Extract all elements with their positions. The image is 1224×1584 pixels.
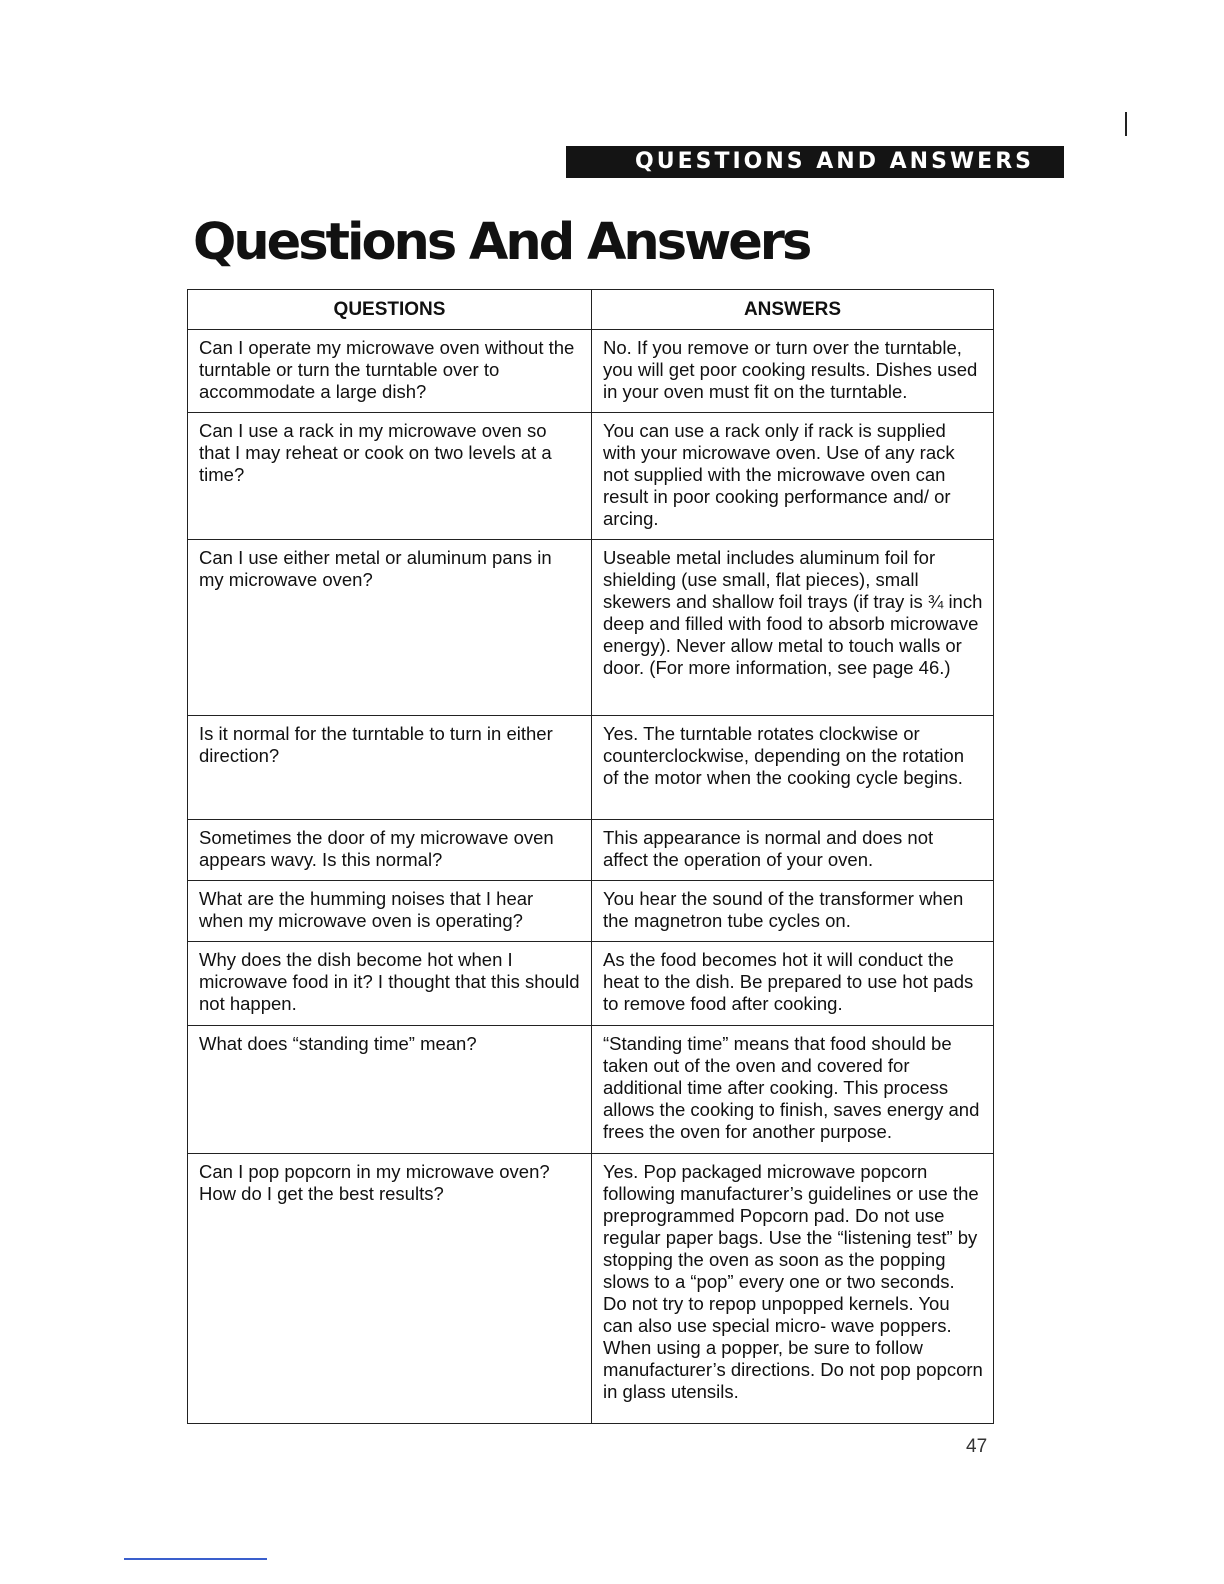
footer-rule: [124, 1558, 267, 1560]
table-row: [188, 881, 994, 942]
table-row: [188, 540, 994, 716]
question-cell: Sometimes the door of my microwave oven appears wavy. Is this normal?: [188, 820, 592, 881]
margin-mark: [1125, 112, 1127, 136]
table-row: [188, 330, 994, 413]
answer-cell: This appearance is normal and does not affect the operation of your oven.: [592, 820, 994, 881]
page-number: 47: [966, 1436, 988, 1457]
answer-cell: As the food becomes hot it will conduct the heat to the dish. Be prepared to use hot pads to remove food after cooking.: [592, 942, 994, 1026]
table-row: [188, 1026, 994, 1154]
answer-cell: No. If you remove or turn over the turntable, you will get poor cooking results. Dishes used in your oven must fit on the turntable.: [592, 330, 994, 413]
question-cell: Can I use either metal or aluminum pans in my microwave oven?: [188, 540, 592, 716]
table-row: [188, 820, 994, 881]
page-title: Questions And Answers: [193, 213, 810, 272]
question-cell: What are the humming noises that I hear when my microwave oven is operating?: [188, 881, 592, 942]
answer-cell: “Standing time” means that food should be taken out of the oven and covered for additional time after cooking. This process allows the cooking to finish, saves energy and frees the oven for another purpose.: [592, 1026, 994, 1154]
question-cell: Can I operate my microwave oven without the turntable or turn the turntable over to accommodate a large dish?: [188, 330, 592, 413]
answer-cell: You can use a rack only if rack is supplied with your microwave oven. Use of any rack not supplied with the microwave oven can result in poor cooking performance and/ or arcing.: [592, 413, 994, 540]
question-cell: What does “standing time” mean?: [188, 1026, 592, 1154]
table-row: [188, 942, 994, 1026]
table-header-row: [188, 290, 994, 330]
answer-cell: Yes. Pop packaged microwave popcorn following manufacturer’s guidelines or use the preprogrammed Popcorn pad. Do not use regular paper bags. Use the “listening test” by stopping the oven as soon as the popping slows to a “pop” every one or two seconds. Do not try to repop unpopped kernels. You can also use special micro- wave poppers. When using a popper, be sure to follow manufacturer’s directions. Do not pop popcorn in glass utensils.: [592, 1154, 994, 1424]
question-cell: Can I pop popcorn in my microwave oven? How do I get the best results?: [188, 1154, 592, 1424]
answer-cell: Yes. The turntable rotates clockwise or counterclockwise, depending on the rotation of the motor when the cooking cycle begins.: [592, 716, 994, 820]
question-cell: Is it normal for the turntable to turn in either direction?: [188, 716, 592, 820]
table-row: [188, 413, 994, 540]
qa-table: [187, 289, 994, 1424]
answer-cell: Useable metal includes aluminum foil for shielding (use small, flat pieces), small skewers and shallow foil trays (if tray is ¾ inch deep and filled with food to absorb microwave energy). Never allow metal to touch walls or door. (For more information, see page 46.): [592, 540, 994, 716]
table-row: [188, 716, 994, 820]
answer-cell: You hear the sound of the transformer when the magnetron tube cycles on.: [592, 881, 994, 942]
question-cell: Can I use a rack in my microwave oven so that I may reheat or cook on two levels at a time?: [188, 413, 592, 540]
answers-column-header: ANSWERS: [592, 290, 994, 330]
section-banner: QUESTIONS AND ANSWERS: [566, 146, 1064, 178]
table-row: [188, 1154, 994, 1424]
question-cell: Why does the dish become hot when I microwave food in it? I thought that this should not happen.: [188, 942, 592, 1026]
questions-column-header: QUESTIONS: [188, 290, 592, 330]
